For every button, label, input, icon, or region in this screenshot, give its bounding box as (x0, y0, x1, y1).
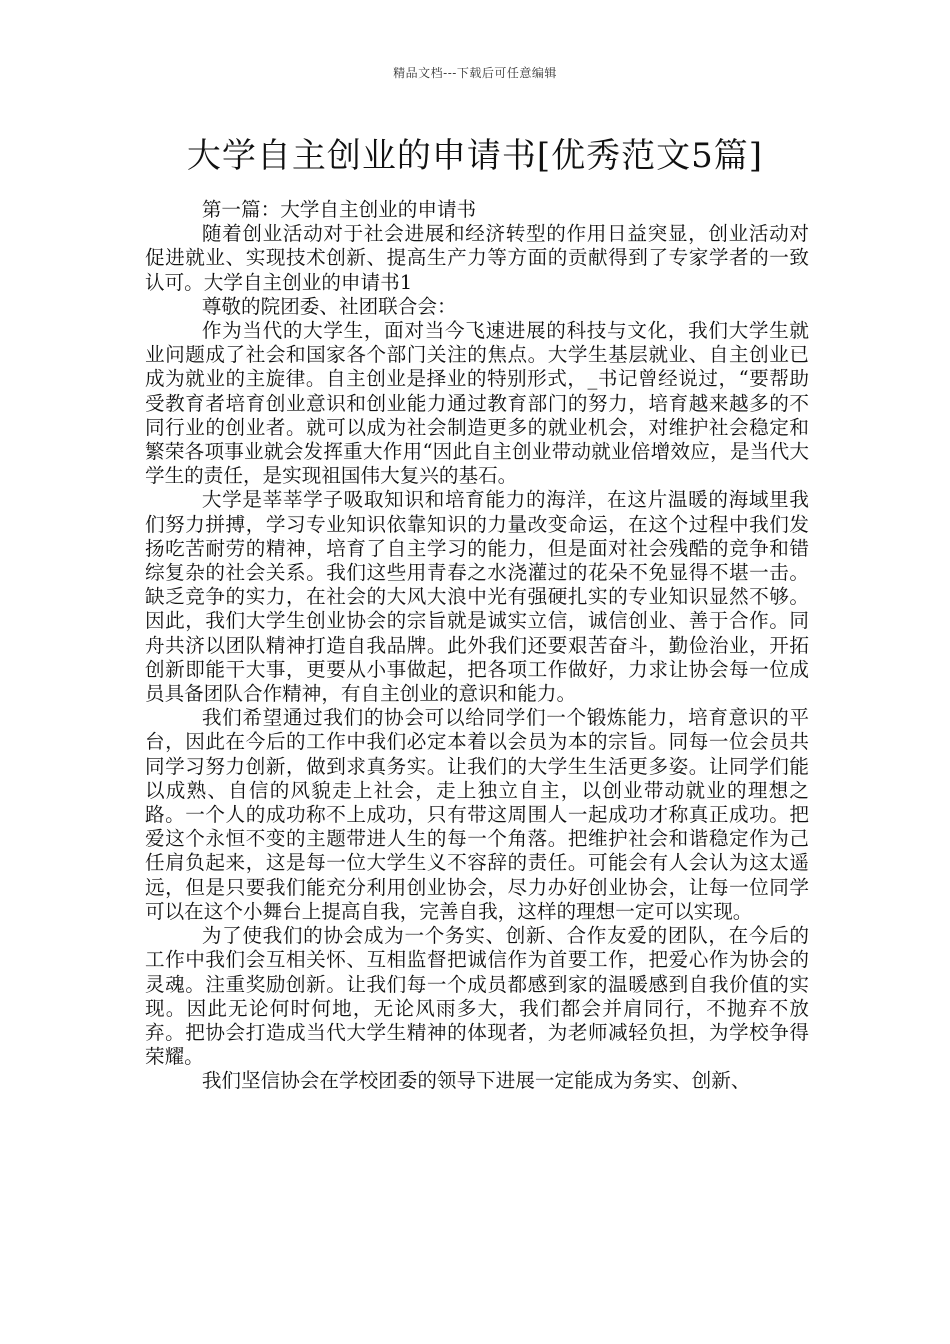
page-header: 精品文档---下载后可任意编辑 (393, 66, 557, 80)
body-paragraph: 随着创业活动对于社会进展和经济转型的作用日益突显，创业活动对促进就业、实现技术创新、提高生产力等方面的贡献得到了专家学者的一致认可。大学自主创业的申请书1 (145, 222, 809, 294)
body-paragraph: 我们希望通过我们的协会可以给同学们一个锻炼能力，培育意识的平台，因此在今后的工作中我们必定本着以会员为本的宗旨。同每一位会员共同学习努力创新，做到求真务实。让我们的大学生生活更多姿。让同学们能以成熟、自信的风貌走上社会，走上独立自主，以创业带动就业的理想之路。一个人的成功称不上成功，只有带这周围人一起成功才称真正成功。把爱这个永恒不变的主题带进人生的每一个角落。把维护社会和谐稳定作为己任肩负起来，这是每一位大学生义不容辞的责任。可能会有人会认为这太遥远，但是只要我们能充分利用创业协会，尽力办好创业协会，让每一位同学可以在这个小舞台上提高自我，完善自我，这样的理想一定可以实现。 (145, 706, 809, 923)
body-paragraph: 大学是莘莘学子吸取知识和培育能力的海洋，在这片温暖的海域里我们努力拼搏，学习专业知识依靠知识的力量改变命运，在这个过程中我们发扬吃苦耐劳的精神，培育了自主学习的能力，但是面对社会残酷的竞争和错综复杂的社会关系。我们这些用青春之水浇灌过的花朵不免显得不堪一击。缺乏竞争的实力，在社会的大风大浪中光有强硬扎实的专业知识显然不够。因此，我们大学生创业协会的宗旨就是诚实立信，诚信创业、善于合作。同舟共济以团队精神打造自我品牌。此外我们还要艰苦奋斗，勤俭治业，开拓创新即能干大事，更要从小事做起，把各项工作做好，力求让协会每一位成员具备团队合作精神，有自主创业的意识和能力。 (145, 488, 809, 706)
document-title: 大学自主创业的申请书[优秀范文5篇] (186, 136, 764, 176)
document-body (145, 198, 809, 1094)
body-paragraph: 为了使我们的协会成为一个务实、创新、合作友爱的团队，在今后的工作中我们会互相关怀、互相监督把诚信作为首要工作，把爱心作为协会的灵魂。注重奖励创新。让我们每一个成员都感到家的温暖感到自我价值的实现。因此无论何时何地，无论风雨多大，我们都会并肩同行，不抛弃不放弃。把协会打造成当代大学生精神的体现者，为老师减轻负担，为学校争得荣耀。 (145, 924, 809, 1069)
salutation: 尊敬的院团委、社团联合会： (201, 294, 457, 318)
body-paragraph: 我们坚信协会在学校团委的领导下进展一定能成为务实、创新、 (201, 1069, 751, 1093)
body-paragraph: 作为当代的大学生，面对当今飞速进展的科技与文化，我们大学生就业问题成了社会和国家各个部门关注的焦点。大学生基层就业、自主创业已成为就业的主旋律。自主创业是择业的特别形式，_书记曾经说过，“要帮助受教育者培育创业意识和创业能力通过教育部门的努力，培育越来越多的不同行业的创业者。就可以成为社会制造更多的就业机会，对维护社会稳定和繁荣各项事业就会发挥重大作用“因此自主创业带动就业倍增效应，是当代大学生的责任，是实现祖国伟大复兴的基石。 (145, 319, 809, 488)
section-heading: 第一篇：大学自主创业的申请书 (201, 198, 477, 221)
